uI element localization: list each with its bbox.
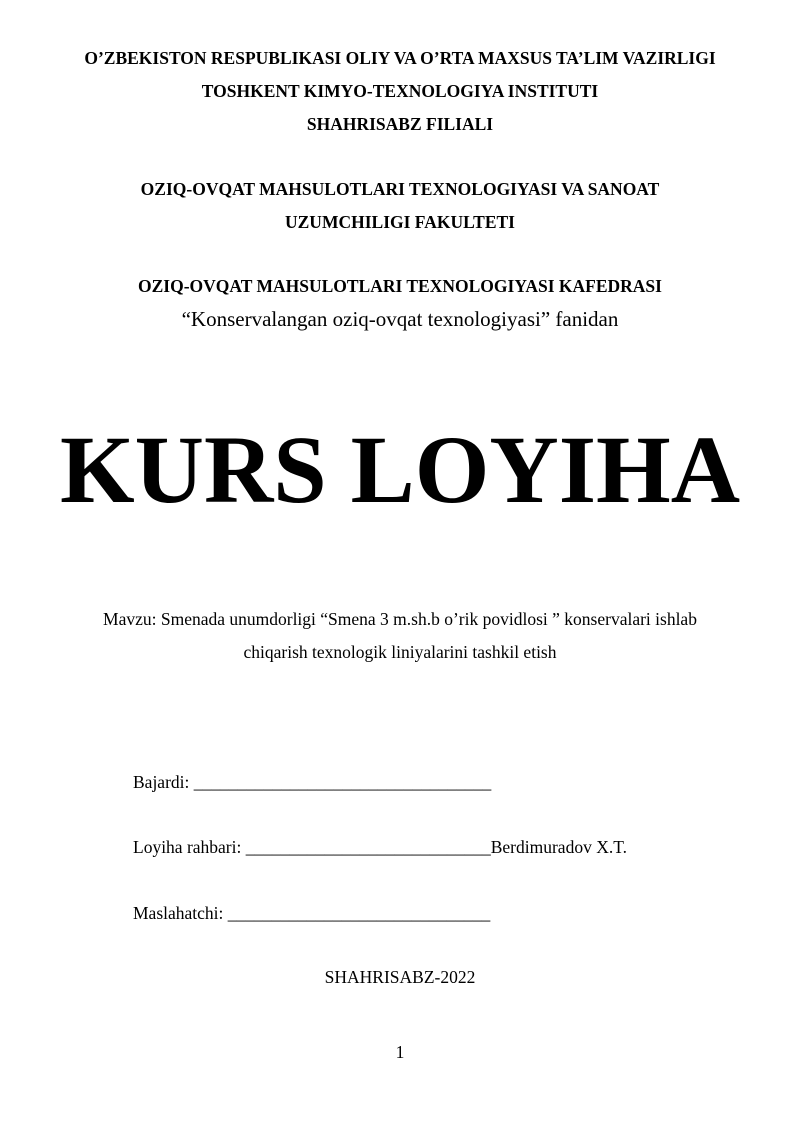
institute-heading: TOSHKENT KIMYO-TEXNOLOGIYA INSTITUTI — [201, 81, 599, 101]
topic-line1: Mavzu: Smenada unumdorligi “Smena 3 m.sh.b o’rik povidlosi ” konservalari ishlab — [103, 609, 697, 629]
page-number: 1 — [395, 1042, 405, 1062]
subject-line: “Konservalangan oziq-ovqat texnologiyasi” fanidan — [181, 307, 619, 331]
page-title: KURS LOYIHA — [59, 416, 741, 523]
project-supervisor-field: Loyiha rahbari: ____________________________Berdimuradov X.T. — [133, 837, 627, 857]
branch-heading: SHAHRISABZ FILIALI — [306, 114, 494, 134]
faculty-heading-line2: UZUMCHILIGI FAKULTETI — [285, 212, 515, 232]
consultant-field: Maslahatchi: ______________________________ — [133, 903, 491, 923]
city-year: SHAHRISABZ-2022 — [324, 967, 476, 987]
department-heading: OZIQ-OVQAT MAHSULOTLARI TEXNOLOGIYASI KAFEDRASI — [138, 276, 662, 296]
faculty-heading-line1: OZIQ-OVQAT MAHSULOTLARI TEXNOLOGIYASI VA SANOAT — [140, 179, 660, 199]
topic-line2: chiqarish texnologik liniyalarini tashkil etish — [243, 642, 557, 662]
ministry-heading: O’ZBEKISTON RESPUBLIKASI OLIY VA O’RTA MAXSUS TA’LIM VAZIRLIGI — [84, 48, 716, 68]
bajardi-field: Bajardi: __________________________________ — [133, 772, 492, 792]
